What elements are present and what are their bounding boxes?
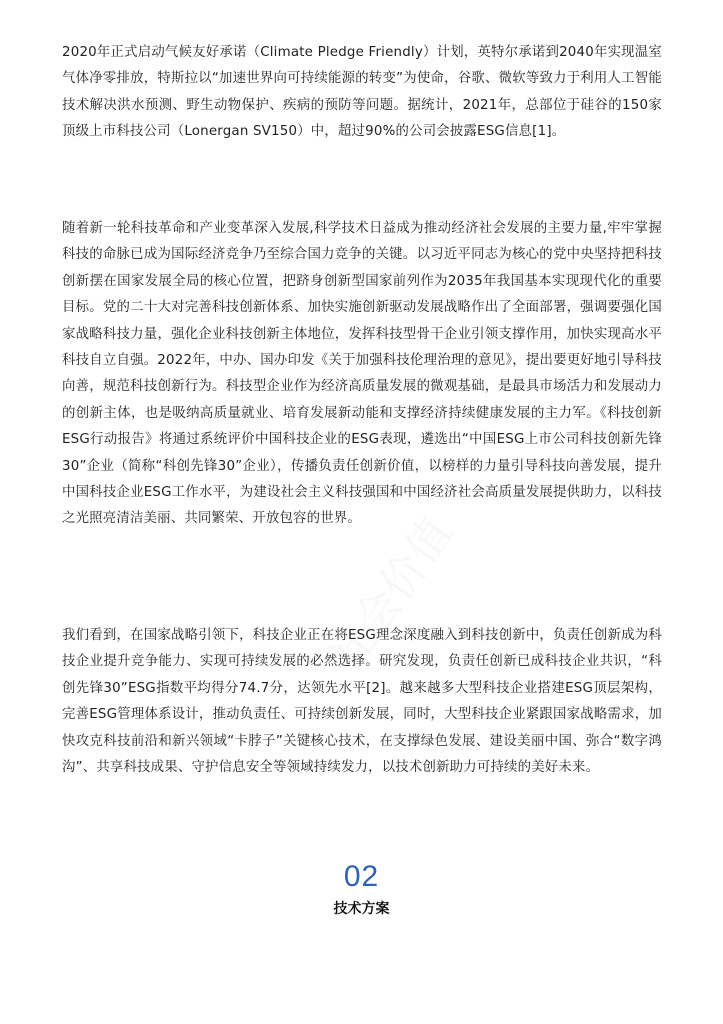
paragraph-2: 随着新一轮科技革命和产业变革深入发展,科学技术日益成为推动经济社会发展的主要力量,牢牢掌握科技的命脉已成为国际经济竞争乃至综合国力竞争的关键。以习近平同志为核心的党中央坚持把科技创新摆在国家发展全局的核心位置，把跻身创新型国家前列作为2035年我国基本实现现代化的重要目标。党的二十大对完善科技创新体系、加快实施创新驱动发展战略作出了全面部署，强调要强化国家战略科技力量，强化企业科技创新主体地位，发挥科技型骨干企业引领支撑作用，加快实现高水平科技自立自强。2022年，中办、国办印发《关于加强科技伦理治理的意见》，提出要更好地引导科技向善，规范科技创新行为。科技型企业作为经济高质量发展的微观基础，是最具市场活力和发展动力的创新主体，也是吸纳高质量就业、培育发展新动能和支撑经济持续健康发展的主力军。《科技创新ESG行动报告》将通过系统评价中国科技企业的ESG表现，遴选出“中国ESG上市公司科技创新先锋30”企业（简称“科创先锋30”企业），传播负责任创新价值，以榜样的力量引导科技向善发展，提升中国科技企业ESG工作水平，为建设社会主义科技强国和中国经济社会高质量发展提供助力，以科技之光照亮清洁美丽、共同繁荣、开放包容的世界。 (62, 221, 662, 527)
section-number: 02 (343, 860, 380, 893)
paragraph-3: 我们看到，在国家战略引领下，科技企业正在将ESG理念深度融入到科技创新中，负责任创新成为科技企业提升竞争能力、实现可持续发展的必然选择。研究发现，负责任创新已成科技企业共识，“科创先锋30”ESG指数平均得分74.7分，达领先水平[2]。越来越多大型科技企业搭建ESG顶层架构，完善ESG管理体系设计，推动负责任、可持续创新发展，同时，大型科技企业紧跟国家战略需求，加快攻克科技前沿和新兴领域“卡脖子”关键核心技术，在支撑绿色发展、建设美丽中国、弥合“数字鸿沟”、共享科技成果、守护信息安全等领域持续发力，以技术创新助力可持续的美好未来。 (62, 628, 662, 776)
paragraph-1: 2020年正式启动气候友好承诺（Climate Pledge Friendly）计划，英特尔承诺到2040年实现温室气体净零排放，特斯拉以“加速世界向可持续能源的转变”为使命，谷歌、微软等致力于利用人工智能技术解决洪水预测、野生动物保护、疾病的预防等问题。据统计，2021年，总部位于硅谷的150家顶级上市科技公司（Lonergan SV150）中，超过90%的公司会披露ESG信息[1]。 (62, 45, 662, 140)
watermark: 社会价值 (320, 507, 464, 682)
section-title: 技术方案 (333, 901, 390, 917)
